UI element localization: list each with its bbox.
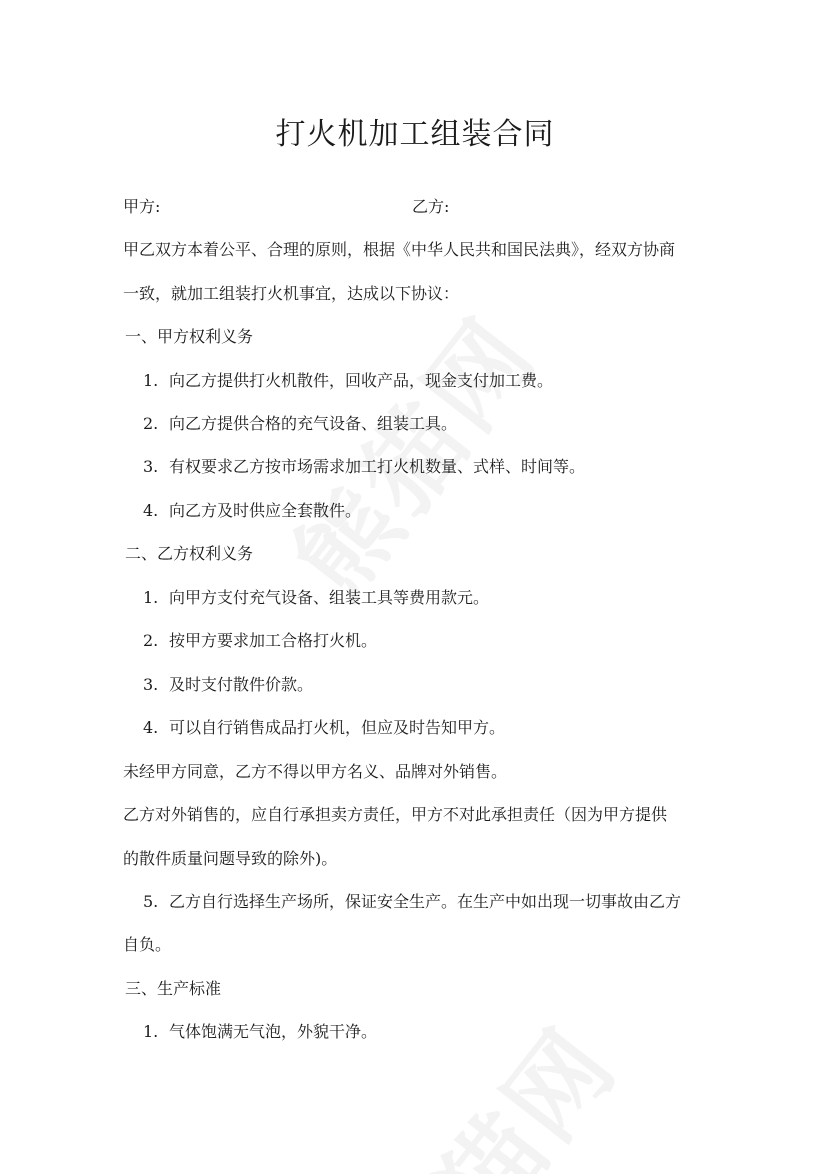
section-heading: 三、生产标准 <box>125 979 222 998</box>
list-item-number: 5. <box>143 892 159 911</box>
list-item <box>143 717 505 739</box>
list-item-number: 4. <box>143 718 159 737</box>
list-item-number: 1. <box>143 588 159 607</box>
paragraph-line: 乙方对外销售的，应自行承担卖方责任，甲方不对此承担责任（因为甲方提供 <box>123 805 668 824</box>
list-item-text: 向乙方及时供应全套散件。 <box>169 501 362 520</box>
list-item-number: 2. <box>143 414 159 433</box>
list-item-number: 1. <box>143 1022 159 1041</box>
list-item-continuation: 自负。 <box>123 935 172 954</box>
list-item-text: 及时支付散件价款。 <box>169 675 314 694</box>
list-item-text: 有权要求乙方按市场需求加工打火机数量、式样、时间等。 <box>169 457 586 476</box>
intro-line-1: 甲乙双方本着公平、合理的原则，根据《中华人民共和国民法典》，经双方协商 <box>123 240 676 259</box>
watermark <box>334 992 643 1174</box>
list-item <box>143 891 681 913</box>
list-item <box>143 456 585 478</box>
paragraph: 未经甲方同意，乙方不得以甲方名义、品牌对外销售。 <box>123 762 508 781</box>
party-a-label: 甲方: <box>123 197 161 216</box>
list-item-text: 向甲方支付充气设备、组装工具等费用款元。 <box>169 588 490 607</box>
section-heading: 二、乙方权利义务 <box>125 544 254 563</box>
list-item-number: 4. <box>143 501 159 520</box>
list-item-number: 1. <box>143 371 159 390</box>
list-item <box>143 413 457 435</box>
document-title: 打火机加工组装合同 <box>275 117 555 152</box>
list-item-number: 3. <box>143 675 159 694</box>
list-item-text: 向乙方提供合格的充气设备、组装工具。 <box>169 414 458 433</box>
party-b-label: 乙方: <box>412 197 450 216</box>
list-item <box>143 587 489 609</box>
list-item <box>143 370 553 392</box>
list-item-text: 向乙方提供打火机散件，回收产品，现金支付加工费。 <box>169 371 554 390</box>
watermark <box>254 282 563 621</box>
list-item-text: 可以自行销售成品打火机，但应及时告知甲方。 <box>169 718 506 737</box>
list-item-number: 2. <box>143 631 159 650</box>
list-item <box>143 1021 377 1043</box>
list-item-text: 乙方自行选择生产场所，保证安全生产。在生产中如出现一切事故由乙方 <box>169 892 682 911</box>
intro-line-2: 一致，就加工组装打火机事宜，达成以下协议： <box>123 284 460 303</box>
list-item <box>143 674 313 696</box>
list-item <box>143 630 377 652</box>
list-item-text: 气体饱满无气泡，外貌干净。 <box>169 1022 378 1041</box>
paragraph-line: 的散件质量问题导致的除外)。 <box>123 849 338 868</box>
list-item-text: 按甲方要求加工合格打火机。 <box>169 631 378 650</box>
list-item-number: 3. <box>143 457 159 476</box>
section-heading: 一、甲方权利义务 <box>125 327 254 346</box>
list-item <box>143 500 361 522</box>
